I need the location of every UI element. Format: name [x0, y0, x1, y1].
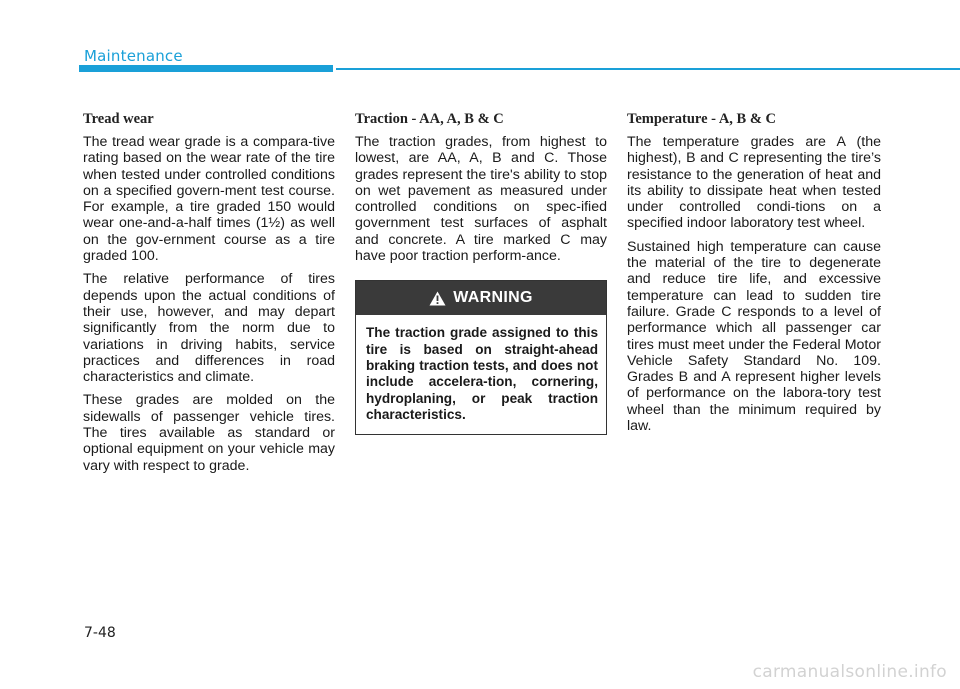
warning-text: The traction grade assigned to this tire is based on straight-ahead braking traction tests, and does not include accelera-tion, cornering, hydroplaning, or peak traction characteristics. [366, 325, 598, 422]
warning-header [356, 281, 606, 315]
column-temperature [627, 110, 881, 441]
section-title: Maintenance [84, 47, 183, 65]
column-tread-wear [83, 110, 335, 481]
paragraph: The tread wear grade is a compara-tive rating based on the wear rate of the tire when tested under controlled conditions on a specified govern-ment test course. For example, a tire graded 150 would wear one-and-a-half times (1½) as well on the gov-ernment course as a tire graded 100. [83, 134, 335, 265]
warning-box [355, 280, 607, 435]
header-rule [336, 68, 960, 70]
heading-traction: Traction - AA, A, B & C [355, 111, 504, 127]
paragraph: The relative performance of tires depends upon the actual conditions of their use, however, and may depart significantly from the norm due to variations in driving habits, service practices and differences in road characteristics and climate. [83, 271, 335, 386]
paragraph: The traction grades, from highest to lowest, are AA, A, B and C. Those grades represent the tire's ability to stop on wet pavement as measured under controlled conditions on spec-ified government test surfaces of asphalt and concrete. A tire marked C may have poor traction perform-ance. [355, 134, 607, 265]
paragraph: The temperature grades are A (the highest), B and C representing the tire’s resistance to the generation of heat and its ability to dissipate heat when tested under controlled condi-tions on a specified indoor laboratory test wheel. [627, 134, 881, 232]
warning-triangle-icon [429, 291, 446, 306]
watermark[interactable]: carmanualsonline.info [752, 662, 947, 682]
heading-tread-wear: Tread wear [83, 111, 154, 127]
column-traction [355, 110, 607, 435]
paragraph: Sustained high temperature can cause the material of the tire to degenerate and reduce tire life, and excessive temperature can lead to sudden tire failure. Grade C responds to a level of performance which all passenger car tires must meet under the Federal Motor Vehicle Safety Standard No. 109. Grades B and A represent higher levels of performance on the labora-tory test wheel than the minimum required by law. [627, 238, 881, 435]
paragraph: These grades are molded on the sidewalls of passenger vehicle tires. The tires available as standard or optional equipment on your vehicle may vary with respect to grade. [83, 392, 335, 474]
warning-title: WARNING [453, 289, 533, 307]
page-number: 7-48 [84, 625, 116, 641]
heading-temperature: Temperature - A, B & C [627, 111, 777, 127]
header-accent-bar [79, 65, 333, 72]
